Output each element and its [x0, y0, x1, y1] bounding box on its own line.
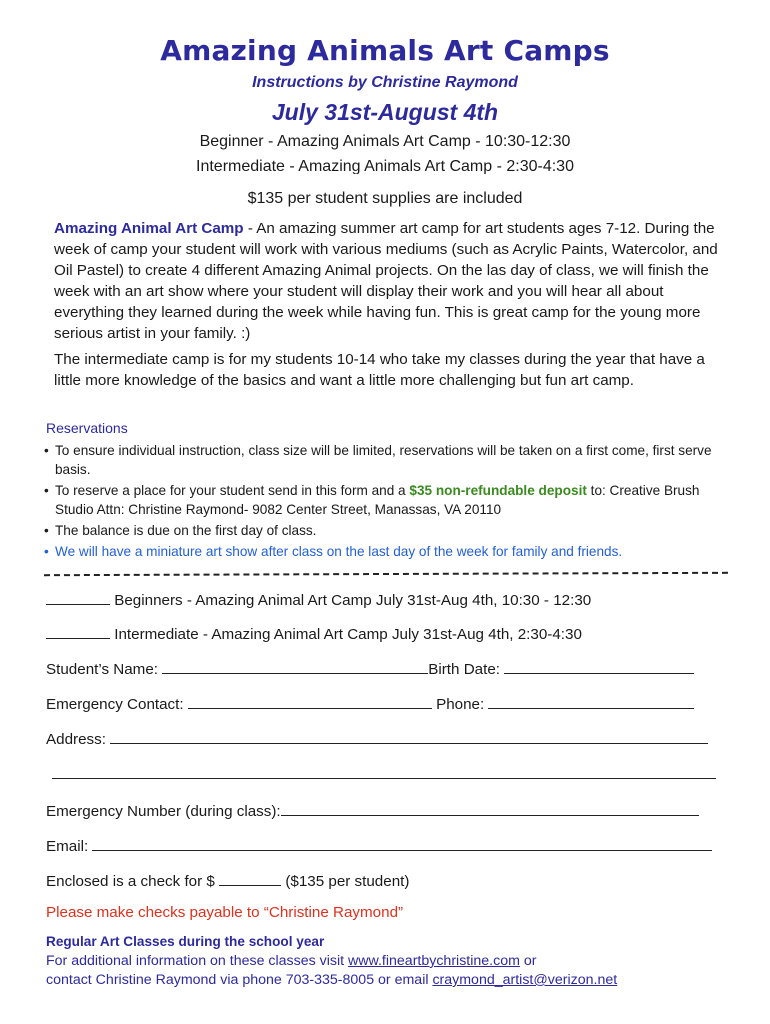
beginners-option-label: Beginners - Amazing Animal Art Camp July 31st-Aug 4th, 10:30 - 12:30 [114, 592, 592, 609]
contact-text: contact Christine Raymond via phone 703-335-8005 or email [46, 972, 433, 988]
info-line [46, 952, 736, 971]
emergency-number-label: Emergency Number (during class): [46, 803, 281, 820]
reservations-heading: Reservations [46, 420, 128, 436]
address-line-2-row [52, 763, 716, 783]
birth-date-field[interactable] [504, 658, 694, 674]
address-field[interactable] [110, 728, 708, 744]
email-field[interactable] [92, 835, 712, 851]
session-beginner: Beginner - Amazing Animals Art Camp - 10:30-12:30 [199, 133, 571, 150]
address-line-2-field[interactable] [52, 763, 716, 779]
bullet-text: We will have a miniature art show after class on the last day of the week for family and friends. [55, 544, 623, 559]
phone-label: Phone: [436, 696, 485, 713]
regular-classes-heading: Regular Art Classes during the school year [46, 934, 325, 949]
reservations-list [44, 441, 734, 563]
emergency-number-field[interactable] [281, 800, 699, 816]
email-row [46, 835, 712, 855]
intermediate-option-row [46, 623, 582, 643]
cut-line-divider [44, 572, 728, 576]
enclosed-note: ($135 per student) [285, 873, 410, 890]
payable-note: Please make checks payable to “Christine Raymond” [46, 904, 404, 921]
intermediate-option-label: Intermediate - Amazing Animal Art Camp July 31st-Aug 4th, 2:30-4:30 [114, 626, 582, 643]
birth-date-label: Birth Date: [428, 661, 500, 678]
emergency-number-row [46, 800, 699, 820]
beginners-check-field[interactable] [46, 589, 110, 605]
bullet-text: To reserve a place for your student send in this form and a [55, 483, 410, 498]
bullet-text: The balance is due on the first day of class. [55, 523, 317, 538]
email-link[interactable]: craymond_artist@verizon.net [432, 972, 618, 988]
emergency-contact-row [46, 693, 694, 713]
page-title: Amazing Animals Art Camps [160, 34, 610, 67]
list-item [44, 542, 734, 561]
address-row [46, 728, 708, 748]
bullet-text: To ensure individual instruction, class size will be limited, reservations will be taken on a first come, first serve basis. [55, 443, 712, 477]
student-name-field[interactable] [162, 658, 428, 674]
bullet-text: to: Creative Brush Studio Attn: Christine Raymond- 9082 Center Street, Manassas, VA 20110 [55, 483, 700, 517]
student-row [46, 658, 694, 678]
bullet-icon: • [44, 483, 49, 498]
emergency-contact-field[interactable] [188, 693, 432, 709]
info-or: or [519, 953, 537, 969]
camp-description-body: - An amazing summer art camp for art students ages 7-12. During the week of camp your student will work with various mediums (such as Acrylic Paints, Watercolor, and Oil Pastel) to create 4 different Amazing Animal projects. On the las day of class, we will finish the week with an art show where your student will display their work and you will hear all about everything they learned during the week while having fun. This is great camp for the young more serious artist in your family. :) [54, 220, 718, 342]
session-intermediate: Intermediate - Amazing Animals Art Camp - 2:30-4:30 [196, 158, 574, 174]
contact-line [46, 971, 736, 990]
deposit-amount: $35 non-refundable deposit [409, 483, 587, 498]
list-item [44, 441, 734, 479]
enclosed-label: Enclosed is a check for $ [46, 873, 215, 890]
enclosed-row [46, 870, 409, 890]
address-label: Address: [46, 731, 106, 748]
enclosed-amount-field[interactable] [219, 870, 281, 886]
beginners-option-row [46, 589, 591, 609]
bullet-icon: • [44, 544, 49, 559]
list-item [44, 481, 734, 519]
list-item [44, 521, 734, 540]
camp-description [54, 218, 722, 344]
phone-field[interactable] [488, 693, 694, 709]
price-note: $135 per student supplies are included [247, 190, 523, 207]
bullet-icon: • [44, 443, 49, 458]
emergency-contact-label: Emergency Contact: [46, 696, 184, 713]
camp-dates: July 31st-August 4th [271, 99, 499, 125]
page-subtitle: Instructions by Christine Raymond [252, 74, 518, 91]
camp-description-lead: Amazing Animal Art Camp [54, 220, 244, 237]
intermediate-description: The intermediate camp is for my students 10-14 who take my classes during the year that have a little more knowledge of the basics and want a little more challenging but fun art camp. [54, 351, 705, 389]
website-link[interactable]: www.fineartbychristine.com [348, 953, 520, 969]
intermediate-check-field[interactable] [46, 623, 110, 639]
email-label: Email: [46, 838, 89, 855]
student-name-label: Student’s Name: [46, 661, 159, 678]
info-text: For additional information on these classes visit [46, 953, 349, 969]
bullet-icon: • [44, 523, 49, 538]
